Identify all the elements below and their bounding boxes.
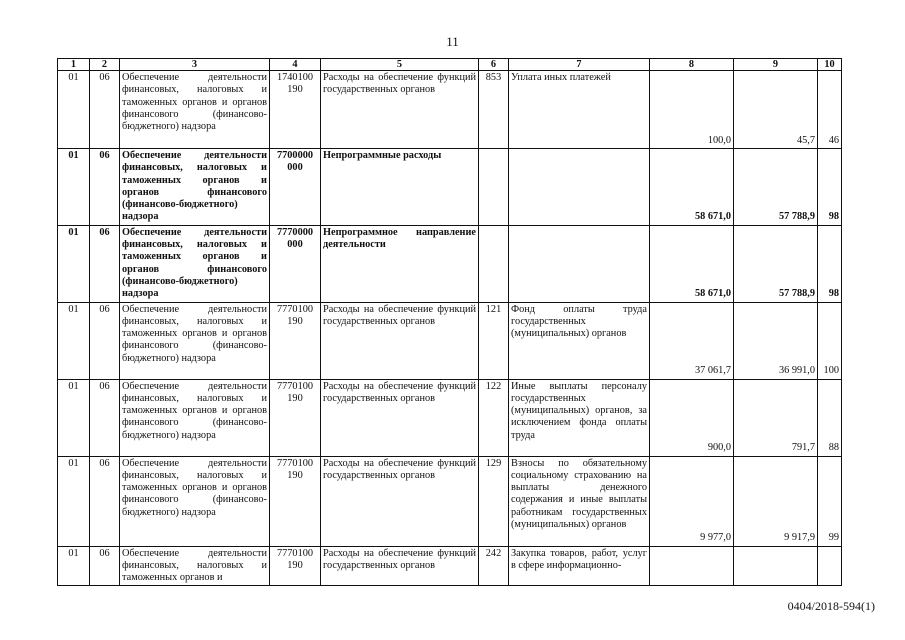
- target-article-name: Расходы на обеспечение функций государственных органов: [321, 71, 479, 149]
- actual-amount: 57 788,9: [734, 225, 818, 302]
- expense-type-code: 122: [479, 379, 509, 456]
- target-article-name: Непрограммные расходы: [321, 149, 479, 226]
- plan-amount: 900,0: [650, 379, 734, 456]
- header-cell: 10: [818, 59, 842, 71]
- section-code: 01: [58, 379, 90, 456]
- execution-percent: 98: [818, 225, 842, 302]
- header-row: [58, 59, 842, 71]
- section-name: Обеспечение деятельности финансовых, налоговых и таможенных органов и органов финансового (финансово-бюджетного) надзора: [120, 71, 270, 149]
- header-cell: 7: [509, 59, 650, 71]
- actual-amount: [734, 546, 818, 586]
- section-code: 01: [58, 225, 90, 302]
- expense-type-name: [509, 225, 650, 302]
- section-name: Обеспечение деятельности финансовых, налоговых и таможенных органов и органов финансового (финансово-бюджетного) надзора: [120, 225, 270, 302]
- plan-amount: 58 671,0: [650, 149, 734, 226]
- expense-type-code: 853: [479, 71, 509, 149]
- expense-type-code: 129: [479, 456, 509, 546]
- table-row: [58, 225, 842, 302]
- section-code: 01: [58, 302, 90, 379]
- section-name: Обеспечение деятельности финансовых, налоговых и таможенных органов и органов финансового (финансово-бюджетного) надзора: [120, 302, 270, 379]
- section-name: Обеспечение деятельности финансовых, налоговых и таможенных органов и: [120, 546, 270, 586]
- section-code: 01: [58, 71, 90, 149]
- table-row: [58, 302, 842, 379]
- subsection-code: 06: [90, 225, 120, 302]
- expense-type-code: [479, 225, 509, 302]
- section-name: Обеспечение деятельности финансовых, налоговых и таможенных органов и органов финансового (финансово-бюджетного) надзора: [120, 456, 270, 546]
- execution-percent: 46: [818, 71, 842, 149]
- subsection-code: 06: [90, 379, 120, 456]
- document-code: 0404/2018-594(1): [787, 599, 875, 613]
- expense-type-name: Взносы по обязательному социальному страхованию на выплаты денежного содержания и иные выплаты работникам государственных (муниципальных) органов: [509, 456, 650, 546]
- section-code: 01: [58, 546, 90, 586]
- header-cell: 5: [321, 59, 479, 71]
- target-article-name: Расходы на обеспечение функций государственных органов: [321, 379, 479, 456]
- subsection-code: 06: [90, 456, 120, 546]
- target-article-code: 1740100 190: [270, 71, 321, 149]
- target-article-name: Непрограммное направление деятельности: [321, 225, 479, 302]
- plan-amount: 37 061,7: [650, 302, 734, 379]
- expense-type-name: Иные выплаты персоналу государственных (муниципальных) органов, за исключением фонда оплаты труда: [509, 379, 650, 456]
- budget-table: [57, 58, 842, 586]
- actual-amount: 36 991,0: [734, 302, 818, 379]
- expense-type-code: 121: [479, 302, 509, 379]
- section-name: Обеспечение деятельности финансовых, налоговых и таможенных органов и органов финансового (финансово-бюджетного) надзора: [120, 149, 270, 226]
- target-article-name: Расходы на обеспечение функций государственных органов: [321, 456, 479, 546]
- expense-type-name: Уплата иных платежей: [509, 71, 650, 149]
- execution-percent: 99: [818, 456, 842, 546]
- actual-amount: 45,7: [734, 71, 818, 149]
- target-article-name: Расходы на обеспечение функций государственных органов: [321, 302, 479, 379]
- target-article-code: 7770100 190: [270, 379, 321, 456]
- table-row: [58, 379, 842, 456]
- expense-type-name: Фонд оплаты труда государственных (муниципальных) органов: [509, 302, 650, 379]
- header-cell: 3: [120, 59, 270, 71]
- plan-amount: [650, 546, 734, 586]
- table-row: [58, 149, 842, 226]
- section-code: 01: [58, 456, 90, 546]
- table-row: [58, 546, 842, 586]
- execution-percent: 100: [818, 302, 842, 379]
- header-cell: 2: [90, 59, 120, 71]
- table-row: [58, 456, 842, 546]
- subsection-code: 06: [90, 546, 120, 586]
- execution-percent: 98: [818, 149, 842, 226]
- target-article-code: 7770100 190: [270, 302, 321, 379]
- expense-type-code: [479, 149, 509, 226]
- table-row: [58, 71, 842, 149]
- expense-type-code: 242: [479, 546, 509, 586]
- execution-percent: [818, 546, 842, 586]
- page-number: 11: [446, 34, 459, 49]
- target-article-code: 7770100 190: [270, 546, 321, 586]
- plan-amount: 58 671,0: [650, 225, 734, 302]
- target-article-code: 7770100 190: [270, 456, 321, 546]
- actual-amount: 791,7: [734, 379, 818, 456]
- section-name: Обеспечение деятельности финансовых, налоговых и таможенных органов и органов финансового (финансово-бюджетного) надзора: [120, 379, 270, 456]
- expense-type-name: Закупка товаров, работ, услуг в сфере информационно-: [509, 546, 650, 586]
- header-cell: 1: [58, 59, 90, 71]
- target-article-code: 7770000 000: [270, 225, 321, 302]
- subsection-code: 06: [90, 302, 120, 379]
- subsection-code: 06: [90, 149, 120, 226]
- actual-amount: 57 788,9: [734, 149, 818, 226]
- subsection-code: 06: [90, 71, 120, 149]
- plan-amount: 100,0: [650, 71, 734, 149]
- plan-amount: 9 977,0: [650, 456, 734, 546]
- header-cell: 8: [650, 59, 734, 71]
- target-article-code: 7700000 000: [270, 149, 321, 226]
- expense-type-name: [509, 149, 650, 226]
- header-cell: 6: [479, 59, 509, 71]
- execution-percent: 88: [818, 379, 842, 456]
- header-cell: 4: [270, 59, 321, 71]
- actual-amount: 9 917,9: [734, 456, 818, 546]
- section-code: 01: [58, 149, 90, 226]
- target-article-name: Расходы на обеспечение функций государственных органов: [321, 546, 479, 586]
- header-cell: 9: [734, 59, 818, 71]
